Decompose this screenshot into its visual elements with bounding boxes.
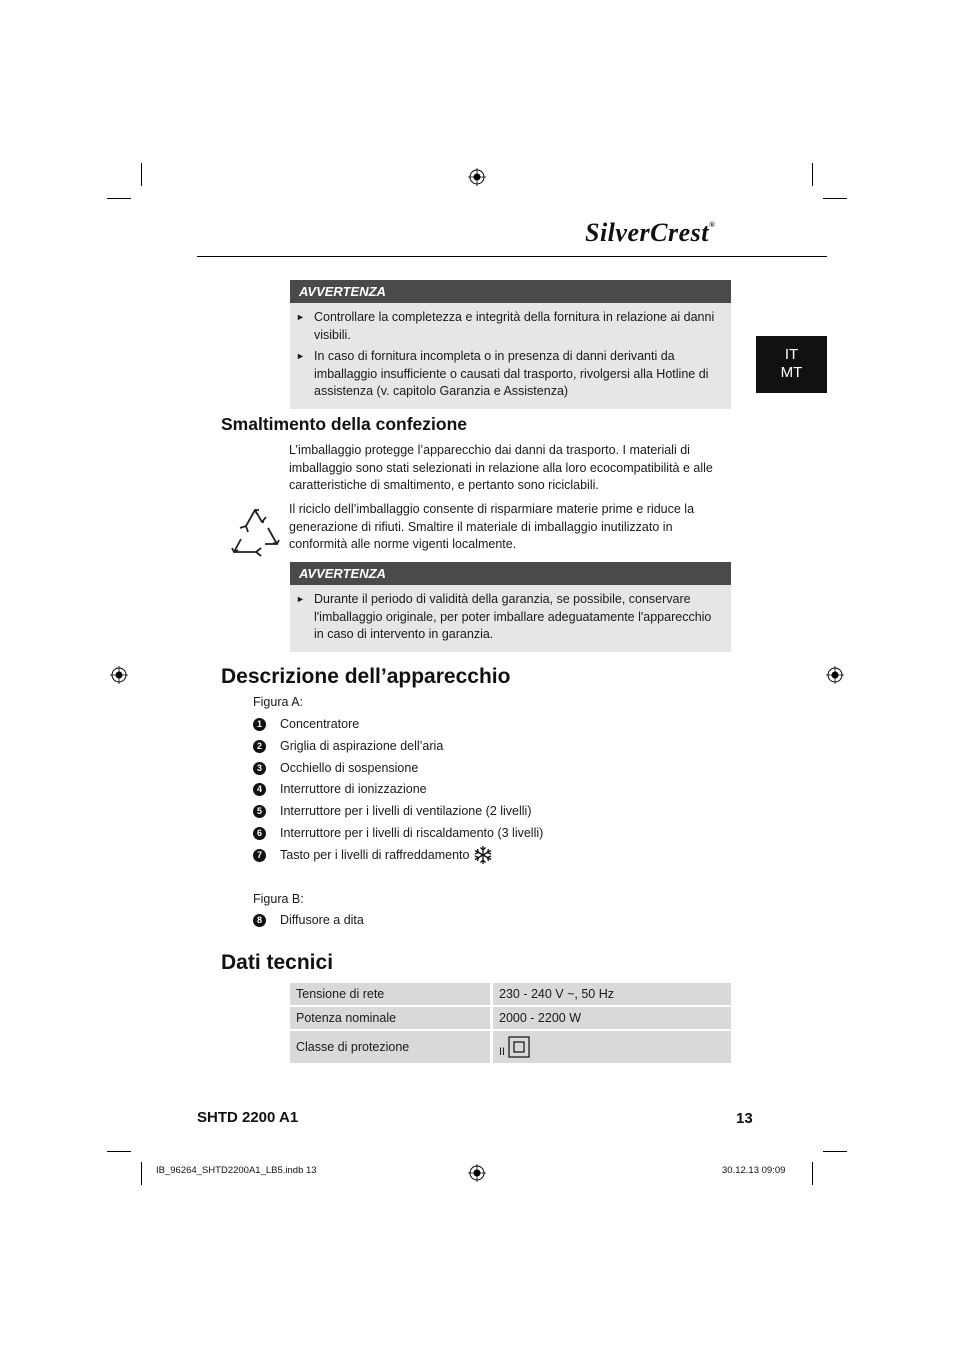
list-item <box>253 782 427 796</box>
registration-mark-icon <box>468 1164 486 1182</box>
table-cell: Tensione di rete <box>290 983 493 1007</box>
disposal-paragraph: L’imballaggio protegge l’apparecchio dai danni da trasporto. I materiali di imballaggio sono stati selezionati in relazione alla loro ecocompatibilità e alle caratteristiche di smaltimento, e pertanto sono riciclabili. <box>289 443 713 492</box>
snowflake-icon <box>473 845 493 865</box>
item-number: 7 <box>253 849 266 862</box>
crop-mark <box>107 1151 131 1152</box>
crop-mark <box>141 1162 142 1185</box>
item-label: Interruttore per i livelli di ventilazione (2 livelli) <box>280 804 532 818</box>
figure-a-label: Figura A: <box>253 695 304 709</box>
warning-list <box>290 303 731 409</box>
model-number: SHTD 2200 A1 <box>197 1109 299 1126</box>
item-label: Diffusore a dita <box>280 913 364 927</box>
list-item <box>253 804 532 818</box>
item-number: 3 <box>253 762 266 775</box>
page-number: 13 <box>736 1110 753 1127</box>
item-label: Occhiello di sospensione <box>280 761 419 775</box>
list-item <box>253 845 493 865</box>
print-slug-date: 30.12.13 09:09 <box>722 1165 786 1176</box>
arrow-icon: ► <box>296 312 305 322</box>
table-cell: 230 - 240 V ~, 50 Hz <box>493 983 731 1007</box>
warning-item: ► Durante il periodo di validità della garanzia, se possibile, conservare l'imballaggio originale, per poter imballare adeguatamente l'apparecchio in caso di intervento in garanzia. <box>296 592 712 641</box>
crop-mark <box>812 163 813 186</box>
crop-mark <box>812 1162 813 1185</box>
table-cell <box>493 1031 731 1065</box>
item-label: Concentratore <box>280 717 360 731</box>
item-number: 6 <box>253 827 266 840</box>
crop-mark <box>107 198 131 199</box>
item-number: 2 <box>253 740 266 753</box>
item-label: Interruttore per i livelli di riscaldamento (3 livelli) <box>280 826 544 840</box>
warning-heading: AVVERTENZA <box>290 280 731 303</box>
specs-heading: Dati tecnici <box>221 951 334 974</box>
header-rule <box>197 256 827 257</box>
language-code-mt: MT <box>780 364 803 381</box>
print-slug-file: IB_96264_SHTD2200A1_LB5.indb 13 <box>156 1165 317 1176</box>
crop-mark <box>141 163 142 186</box>
brand-logo: SilverCrest® <box>585 218 716 247</box>
warning-box <box>290 280 731 409</box>
disposal-heading: Smaltimento della confezione <box>221 414 468 434</box>
table-row <box>290 1031 731 1065</box>
language-tab <box>756 336 827 393</box>
item-number: 8 <box>253 914 266 927</box>
registration-mark-icon <box>110 666 128 684</box>
crop-mark <box>823 1151 847 1152</box>
specs-table <box>290 983 731 1065</box>
item-label: Tasto per i livelli di raffreddamento <box>280 848 470 862</box>
arrow-icon: ► <box>296 351 305 361</box>
item-number: 5 <box>253 805 266 818</box>
table-row <box>290 1007 731 1031</box>
item-label: Griglia di aspirazione dell’aria <box>280 739 444 753</box>
warning-box <box>290 562 731 652</box>
registration-mark-icon <box>826 666 844 684</box>
recycling-paragraph: Il riciclo dell’imballaggio consente di risparmiare materie prime e riduce la generazione di rifiuti. Smaltire il materiale di imballaggio inutilizzato in conformità alle norme vigenti localmente. <box>289 502 695 551</box>
figure-b-label: Figura B: <box>253 892 304 906</box>
warning-item: ► Controllare la completezza e integrità della fornitura in relazione ai danni visibili. <box>296 310 715 342</box>
registration-mark-icon <box>468 168 486 186</box>
item-number: 4 <box>253 783 266 796</box>
table-cell: Potenza nominale <box>290 1007 493 1031</box>
crop-mark <box>823 198 847 199</box>
arrow-icon: ► <box>296 594 305 604</box>
list-item <box>253 761 418 775</box>
list-item <box>253 717 359 731</box>
recycle-icon <box>226 504 284 558</box>
table-row <box>290 983 731 1007</box>
item-number: 1 <box>253 718 266 731</box>
warning-list <box>290 585 731 652</box>
warning-item: ► In caso di fornitura incompleta o in presenza di danni derivanti da imballaggio insufficiente o causati dal trasporto, rivolgersi alla Hotline di assistenza (v. capitolo Garanzia e Assistenza) <box>296 349 709 398</box>
list-item <box>253 913 364 927</box>
table-cell: 2000 - 2200 W <box>493 1007 731 1031</box>
protection-class-label: II <box>499 1046 506 1058</box>
warning-heading: AVVERTENZA <box>290 562 731 585</box>
list-item <box>253 739 443 753</box>
language-code-it: IT <box>784 346 799 363</box>
table-cell: Classe di protezione <box>290 1031 493 1065</box>
protection-class-ii-icon <box>508 1036 530 1058</box>
item-label: Interruttore di ionizzazione <box>280 782 427 796</box>
list-item <box>253 826 543 840</box>
description-heading: Descrizione dell’apparecchio <box>221 665 511 688</box>
